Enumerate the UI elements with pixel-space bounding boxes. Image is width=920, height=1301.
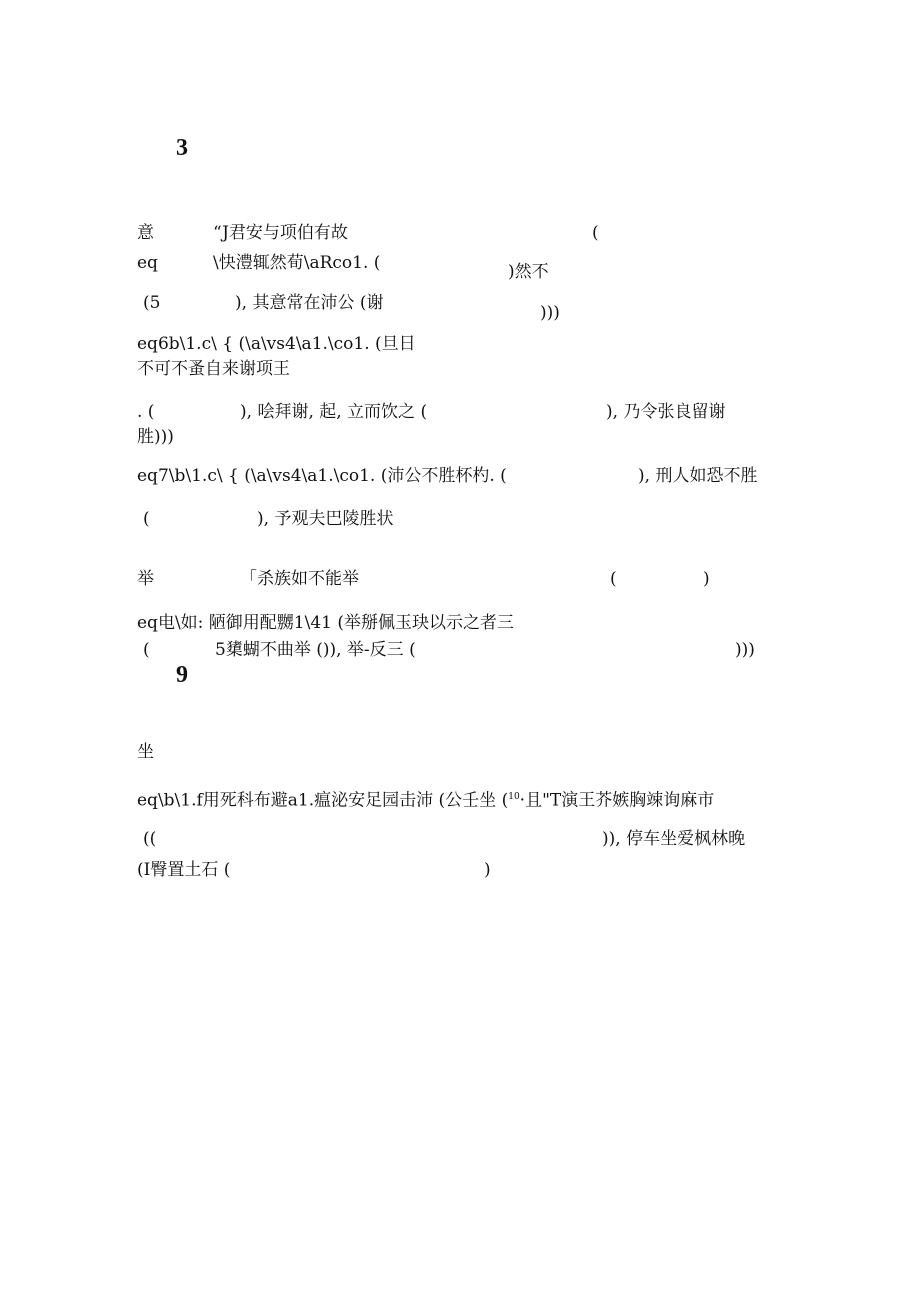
text-line: (5 xyxy=(143,293,161,313)
text-line: eq6b\1.c\ { (\a\vs4\a1.\co1. (旦日 xyxy=(137,334,416,354)
superscript-number: 10 xyxy=(508,792,520,802)
bracket: ( xyxy=(143,509,150,529)
entry-heading-ju: 举 xyxy=(137,569,154,589)
bracket: ))) xyxy=(540,303,560,323)
text-line: 胜))) xyxy=(137,427,174,447)
text-line: )然不 xyxy=(508,262,549,282)
bracket: ( xyxy=(610,569,617,589)
text-line: “J君安与项伯有故 xyxy=(213,223,348,243)
text-line: ), 哙拜谢, 起, 立而饮之 ( xyxy=(240,402,428,422)
text-line: ), 予观夫巴陵胜状 xyxy=(257,509,394,529)
text-line: ), 其意常在沛公 (谢 xyxy=(235,293,384,313)
text-line: (I臀置土石 ( xyxy=(137,860,231,880)
text-line: )), 停车坐爱枫林晚 xyxy=(602,829,746,849)
text-line: eq电\如: 陋御用配嬲1\41 (举掰佩玉玦以示之者三 xyxy=(137,613,515,633)
text-segment: eq\b\1.f用死科布避a1.瘟泌安足园击沛 (公壬坐 ( xyxy=(137,790,509,811)
text-line: ), 刑人如恐不胜 xyxy=(638,466,758,486)
section-number-3: 3 xyxy=(176,135,188,161)
text-line: 不可不蚤自来谢项王 xyxy=(137,359,290,379)
bracket: ))) xyxy=(735,640,755,660)
bracket: ( xyxy=(143,640,150,660)
bracket: ) xyxy=(703,569,710,589)
entry-heading-yi: 意 xyxy=(137,223,154,243)
text-line xyxy=(137,787,714,811)
text-line: ), 乃令张良留谢 xyxy=(606,402,726,422)
text-line: 「杀族如不能举 xyxy=(240,569,359,589)
bracket: ) xyxy=(484,860,491,880)
section-number-9: 9 xyxy=(176,662,188,688)
text-line: \快澧辄然荀\aRco1. ( xyxy=(213,253,381,273)
text-line: . ( xyxy=(137,402,155,422)
text-line: 5橥蝴不曲举 ()), 举-反三 ( xyxy=(215,640,416,660)
bracket: (( xyxy=(143,829,157,849)
text-line: eq xyxy=(137,253,158,273)
bracket: ( xyxy=(592,223,599,243)
entry-heading-zuo: 坐 xyxy=(137,742,154,762)
text-segment: ·且"T演王芥嫉胸竦询麻市 xyxy=(519,790,715,811)
text-line: eq7\b\1.c\ { (\a\vs4\a1.\co1. (沛公不胜杯杓. ( xyxy=(137,466,507,486)
